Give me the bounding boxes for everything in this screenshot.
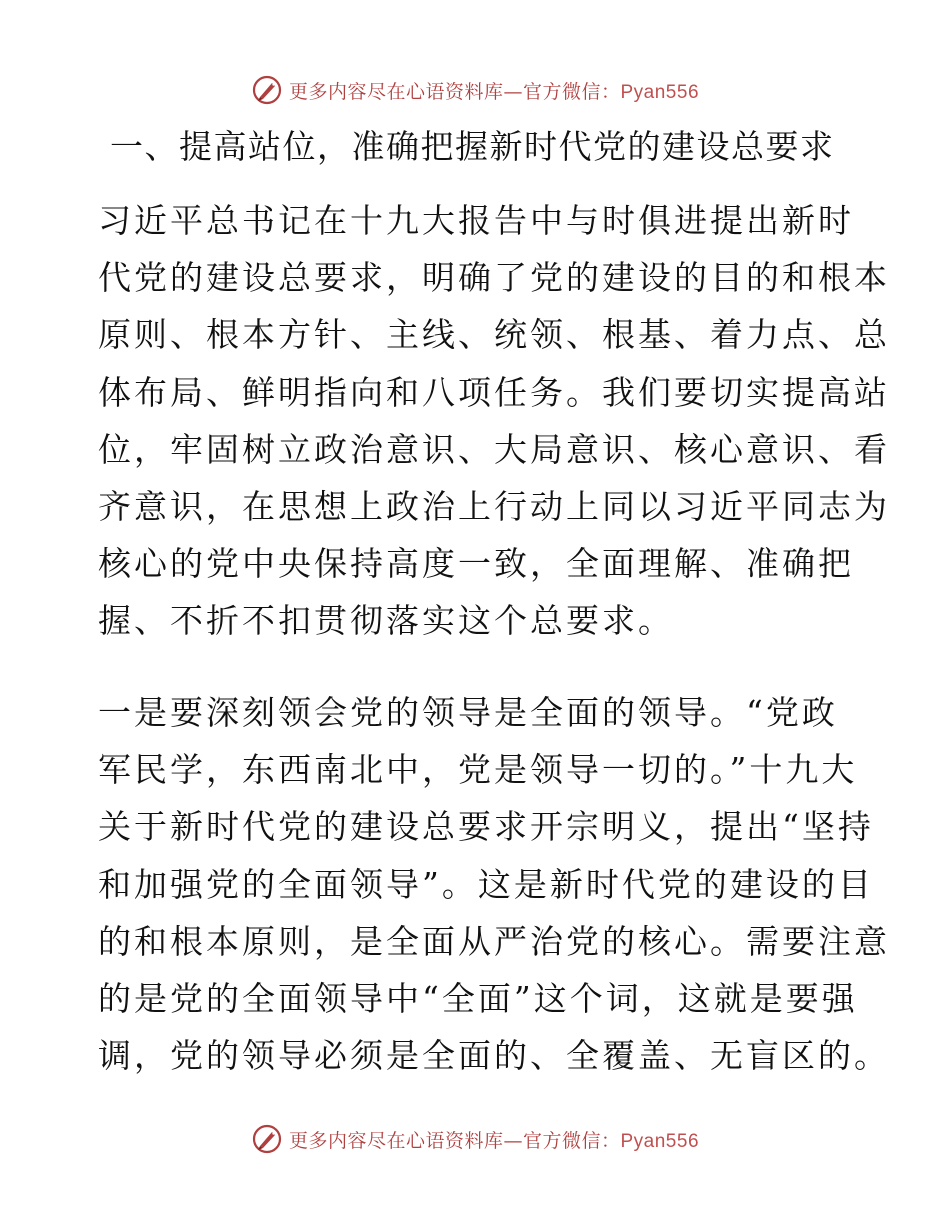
pen-logo-icon [251, 74, 283, 106]
watermark-header [0, 70, 950, 110]
paragraph-line: 齐意识，在思想上政治上行动上同以习近平同志为 [98, 487, 890, 527]
paragraph-line: 的和根本原则，是全面从严治党的核心。需要注意 [98, 921, 890, 961]
paragraph-line: 和加强党的全面领导”。这是新时代党的建设的目 [98, 864, 874, 904]
paragraph-line: 一是要深刻领会党的领导是全面的领导。“党政 [98, 693, 838, 732]
paragraph-line: 代党的建设总要求，明确了党的建设的目的和根本 [98, 258, 890, 298]
pen-logo-icon [251, 1123, 283, 1155]
paragraph-line: 握、不折不扣贯彻落实这个总要求。 [98, 601, 674, 641]
watermark-text: 更多内容尽在心语资料库—官方微信：Pyan556 [288, 80, 700, 103]
paragraph-line: 核心的党中央保持高度一致，全面理解、准确把 [98, 544, 854, 584]
paragraph-line: 习近平总书记在十九大报告中与时俱进提出新时 [98, 201, 854, 240]
paragraph-line: 原则、根本方针、主线、统领、根基、着力点、总 [98, 315, 890, 355]
paragraph-line: 体布局、鲜明指向和八项任务。我们要切实提高站 [98, 372, 890, 412]
paragraph-line: 位，牢固树立政治意识、大局意识、核心意识、看 [98, 429, 890, 469]
section-heading: 一、提高站位，准确把握新时代党的建设总要求 [110, 127, 835, 166]
paragraph-line: 军民学，东西南北中，党是领导一切的。”十九大 [98, 750, 858, 790]
watermark-footer [0, 1119, 950, 1159]
paragraph-line: 的是党的全面领导中“全面”这个词，这就是要强 [98, 979, 858, 1019]
paragraph-2 [98, 684, 890, 1084]
paragraph-line: 调，党的领导必须是全面的、全覆盖、无盲区的。 [98, 1036, 890, 1076]
paragraph-line: 关于新时代党的建设总要求开宗明义，提出“坚持 [98, 807, 874, 847]
paragraph-1 [98, 192, 890, 650]
watermark-text: 更多内容尽在心语资料库—官方微信：Pyan556 [288, 1129, 700, 1152]
